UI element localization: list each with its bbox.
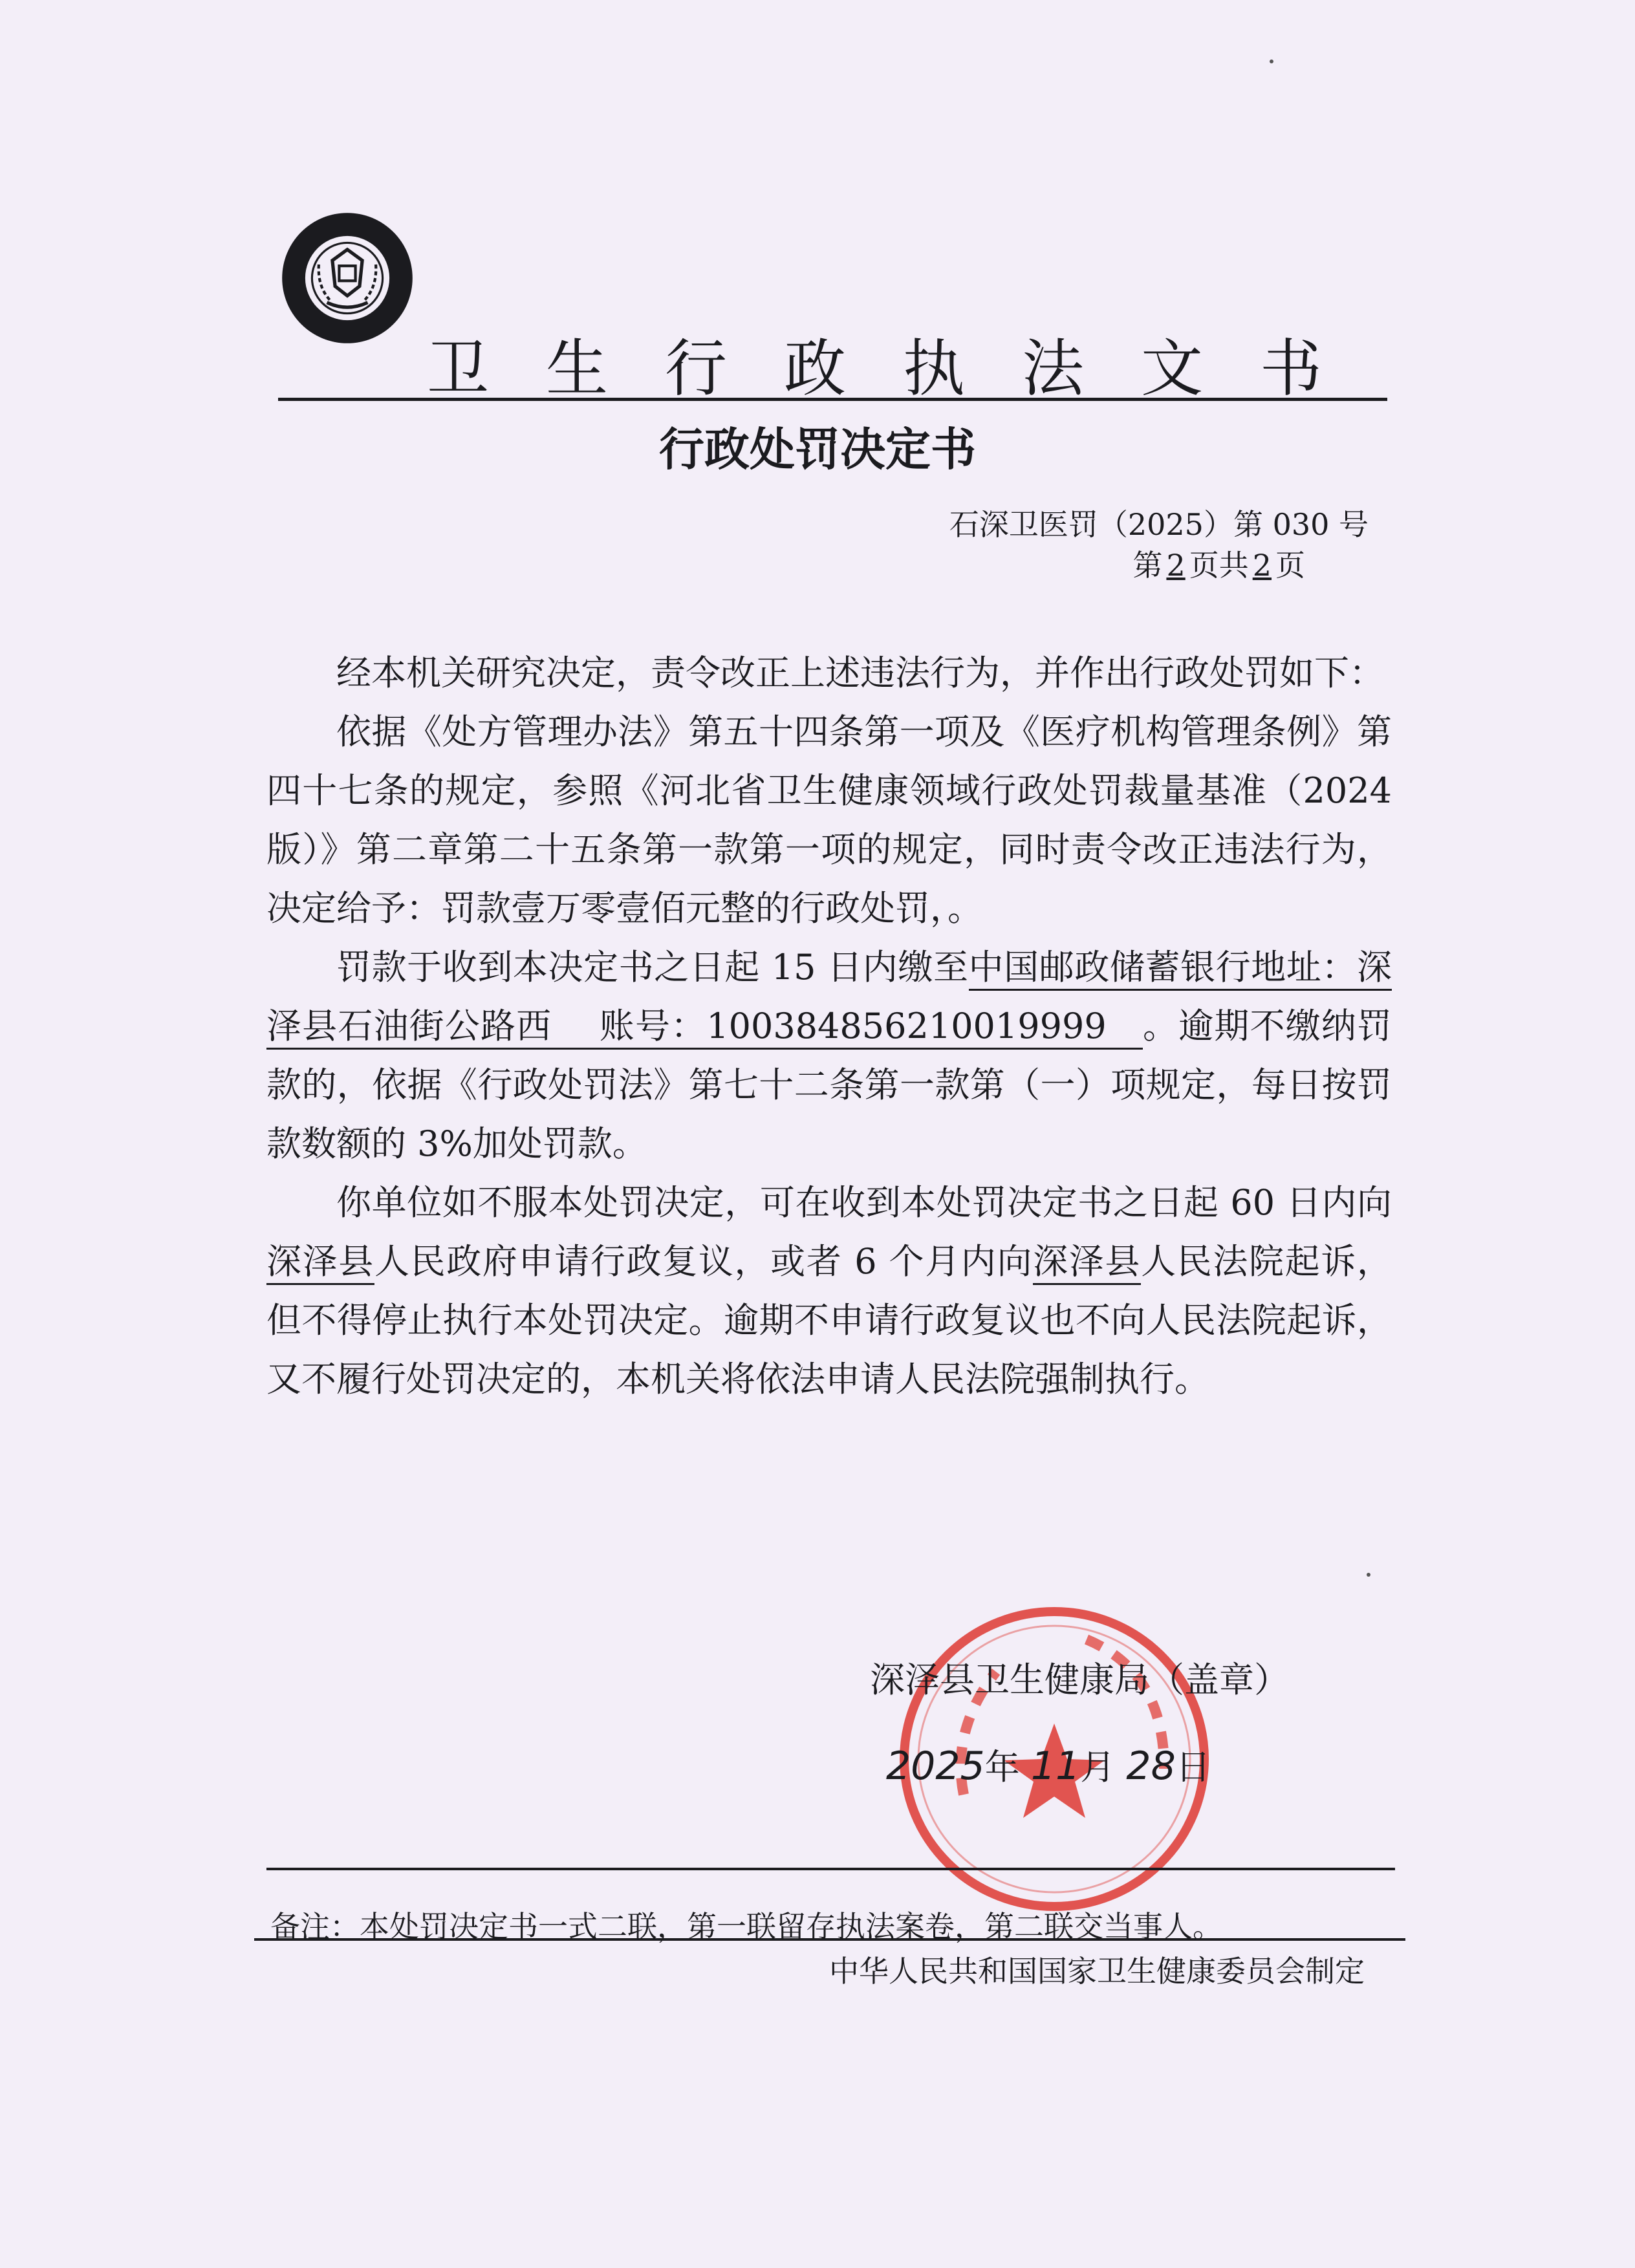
issuing-authority: 深泽县卫生健康局（盖章） <box>870 1659 1289 1700</box>
page-indicator: 第 2 页共 2 页 <box>1132 548 1305 583</box>
footer-divider <box>254 1938 1405 1941</box>
footer-remark: 备注：本处罚决定书一式二联，第一联留存执法案卷，第二联交当事人。 <box>270 1909 1222 1944</box>
signature-date: 2025年 11月 28日 <box>886 1744 1211 1789</box>
handwritten-day: 28 <box>1126 1744 1176 1789</box>
paragraph-legal-basis: 依据《处方管理办法》第五十四条第一项及《医疗机构管理条例》第四十七条的规定，参照《河北省卫生健康领域行政处罚裁量基准（2024 版）》第二章第二十五条第一款第一项的规定，同时责令改正违法行为，决定给予：罚款壹万零壹佰元整的行政处罚，。 <box>266 711 1392 929</box>
health-inspection-emblem-icon <box>279 210 415 346</box>
paragraph-appeal: 你单位如不服本处罚决定，可在收到本处罚决定书之日起 60 日内向深泽县人民政府申请行政复议，或者 6 个月内向深泽县人民法院起诉，但不得停止执行本处罚决定。逾期不申请行政复议也不向人民法院起诉，又不履行处罚决定的，本机关将依法申请人民法院强制执行。 <box>266 1182 1392 1399</box>
county-name: 深泽县 <box>266 1241 374 1285</box>
page-current: 2 <box>1166 548 1186 583</box>
title-banner <box>278 332 1387 405</box>
bank-account-info: 中国邮政储蓄银行地址：深泽县石油街公路西 账号：100384856210019999 <box>266 947 1392 1050</box>
page-total: 2 <box>1252 548 1272 583</box>
banner-title: 卫生行政执法文书 <box>427 332 1379 405</box>
decision-body <box>266 643 1392 1409</box>
paper-speck <box>1367 1573 1370 1577</box>
document-number: 石深卫医罚（2025）第 030 号 <box>949 507 1369 542</box>
paper-speck <box>1270 59 1273 63</box>
footer-divider <box>266 1868 1395 1870</box>
paragraph-payment: 罚款于收到本决定书之日起 15 日内缴至中国邮政储蓄银行地址：深泽县石油街公路西 账号：100384856210019999 。逾期不缴纳罚款的，依据《行政处罚法》第七十二条第一款第（一）项规定，每日按罚款数额的 3%加处罚款。 <box>266 947 1392 1164</box>
paragraph-decision: 经本机关研究决定，责令改正上述违法行为，并作出行政处罚如下： <box>336 653 1384 693</box>
document-title: 行政处罚决定书 <box>659 423 976 476</box>
issuer-line: 中华人民共和国国家卫生健康委员会制定 <box>829 1954 1365 1989</box>
handwritten-year: 2025 <box>886 1744 985 1789</box>
handwritten-month: 11 <box>1030 1744 1081 1789</box>
county-name: 深泽县 <box>1033 1241 1141 1285</box>
